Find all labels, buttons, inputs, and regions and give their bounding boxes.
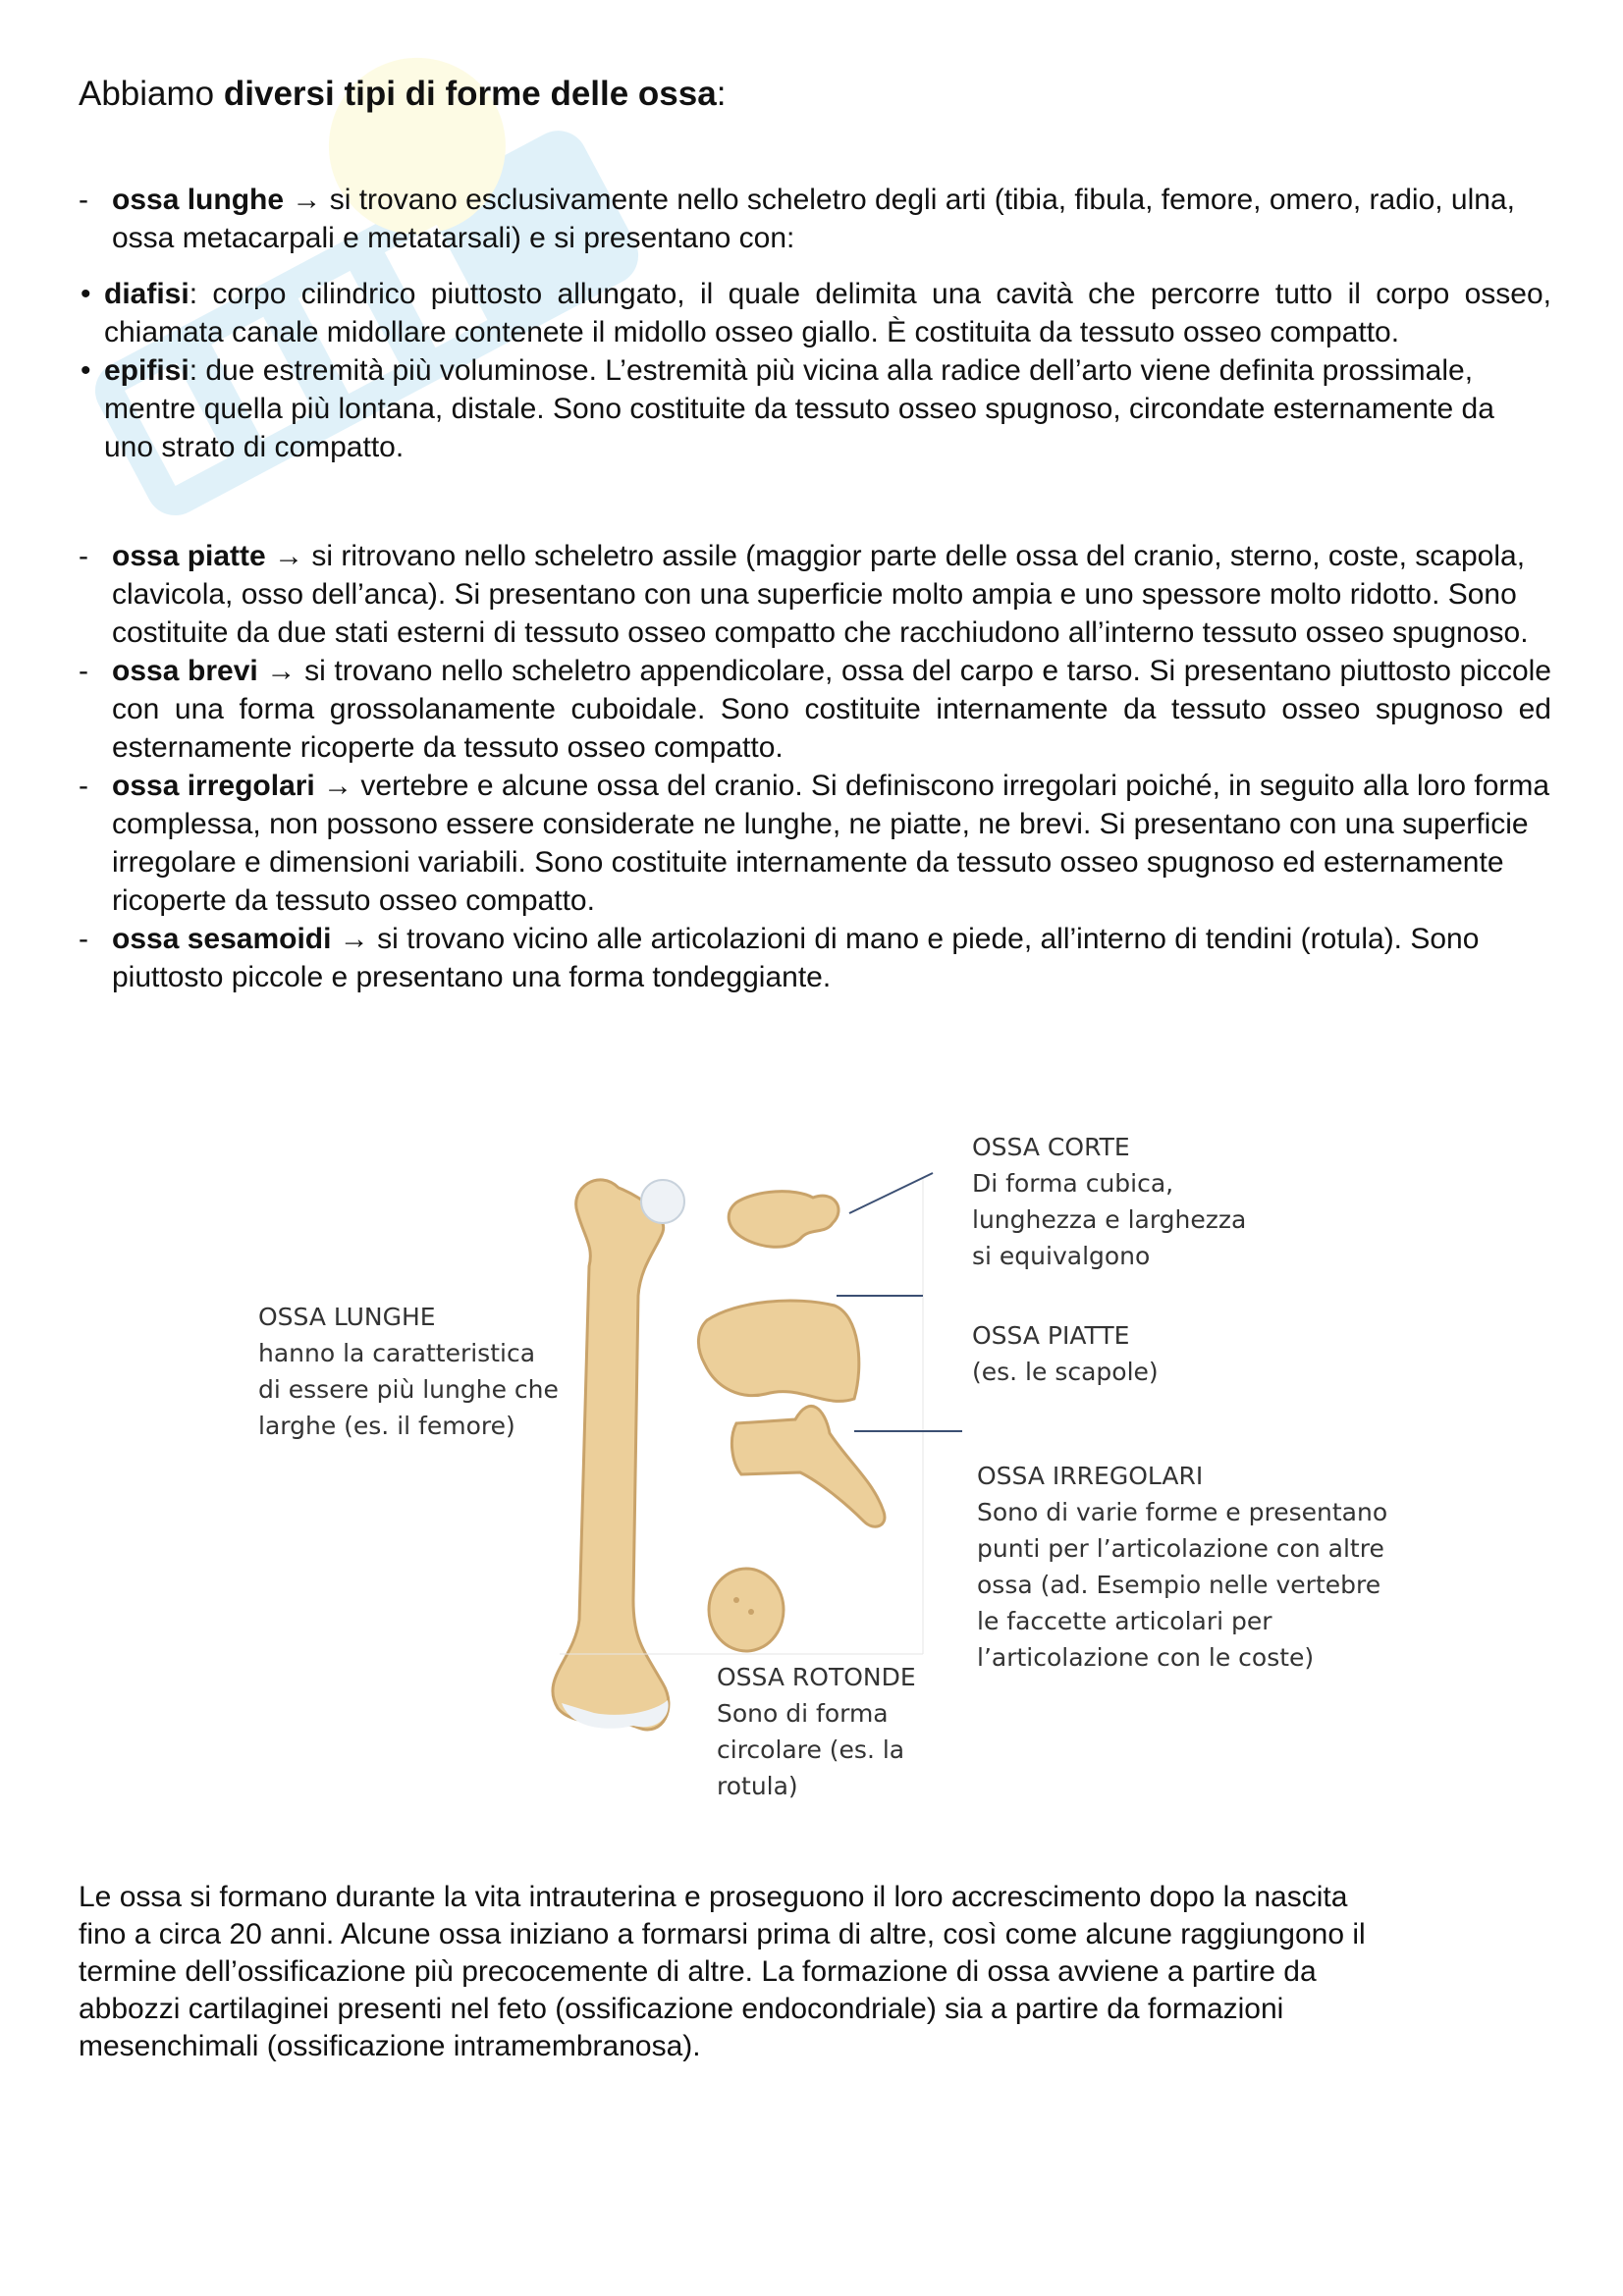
long-bones-text: → si trovano esclusivamente nello scheletro degli arti (tibia, fibula, femore, omero, radio, ulna, ossa metacarpali e metatarsali) e si presentano con: bbox=[112, 184, 1515, 254]
type-term: ossa brevi bbox=[112, 655, 258, 687]
type-text: → vertebre e alcune ossa del cranio. Si definiscono irregolari poiché, in seguito alla loro forma complessa, non possono essere considerate ne lunghe, ne piatte, ne brevi. Si presentano con una superficie irregolare e dimensioni variabili. Sono costituite internamente da tessuto osseo spugnoso ed esternamente ricoperte da tessuto osseo compatto. bbox=[112, 770, 1550, 917]
type-term: ossa sesamoidi bbox=[112, 923, 332, 955]
type-text: → si ritrovano nello scheletro assile (maggior parte delle ossa del cranio, sterno, coste, scapola, clavicola, osso dell’anca). Si presentano con una superficie molto ampia e uno spessore molto ridotto. Sono costituite da due stati esterni di tessuto osseo compatto che racchiudono all’interno tessuto osseo spugnoso. bbox=[112, 540, 1529, 649]
sub-item-epifisi bbox=[79, 351, 1551, 466]
sub-item-term: diafisi bbox=[104, 278, 189, 310]
sub-item-text: : corpo cilindrico piuttosto allungato, il quale delimita una cavità che percorre tutto il corpo osseo, chiamata canale midollare contenete il midollo osseo giallo. È costituita da tessuto osseo compatto. bbox=[104, 278, 1551, 348]
type-term: ossa piatte bbox=[112, 540, 266, 572]
bone-types-list bbox=[79, 537, 1551, 996]
type-item-piatte bbox=[79, 537, 1551, 652]
type-text: → si trovano nello scheletro appendicolare, ossa del carpo e tarso. Si presentano piuttosto piccole con una forma grossolanamente cuboidale. Sono costituite internamente da tessuto osseo spugnoso ed esternamente ricoperte da tessuto osseo compatto. bbox=[112, 655, 1551, 764]
closing-paragraph: Le ossa si formano durante la vita intrauterina e proseguono il loro accrescimento dopo la nascita fino a circa 20 anni. Alcune ossa iniziano a formarsi prima di altre, così come alcune raggiungono il termine dell’ossificazione più precocemente di altre. La formazione di ossa avviene a partire da abbozzi cartilaginei presenti nel feto (ossificazione endocondriale) sia a partire da formazioni mesenchimali (ossificazione intramembranosa). bbox=[79, 1881, 1366, 2062]
label-body: (es. le scapole) bbox=[972, 1358, 1159, 1386]
page-title bbox=[79, 73, 726, 116]
label-body: Di forma cubica, lunghezza e larghezza si equivalgono bbox=[972, 1169, 1247, 1270]
long-bones-item bbox=[79, 181, 1551, 257]
bullet-mark: • bbox=[81, 278, 91, 310]
dash-mark: - bbox=[79, 923, 88, 955]
label-head: OSSA IRREGOLARI bbox=[977, 1462, 1204, 1490]
type-item-brevi bbox=[79, 652, 1551, 767]
label-head: OSSA LUNGHE bbox=[258, 1303, 436, 1331]
sub-item-diafisi bbox=[79, 275, 1551, 351]
sub-items-list bbox=[79, 275, 1551, 466]
label-ossa-rotonde bbox=[717, 1659, 916, 1804]
label-body: Sono di forma circolare (es. la rotula) bbox=[717, 1699, 905, 1800]
sub-item-text: : due estremità più voluminose. L’estremità più vicina alla radice dell’arto viene definita prossimale, mentre quella più lontana, distale. Sono costituite da tessuto osseo spugnoso, circondate esternamente da uno strato di compatto. bbox=[104, 354, 1494, 463]
type-item-irregolari bbox=[79, 767, 1551, 920]
title-prefix: Abbiamo bbox=[79, 75, 224, 113]
label-head: OSSA CORTE bbox=[972, 1133, 1130, 1161]
irregular-bone-drawing bbox=[731, 1406, 885, 1526]
label-ossa-lunghe bbox=[258, 1299, 559, 1444]
femur-drawing bbox=[553, 1180, 684, 1730]
type-item-sesamoidi bbox=[79, 920, 1551, 996]
dash-mark: - bbox=[79, 540, 88, 572]
dash-mark: - bbox=[79, 770, 88, 802]
dash-mark: - bbox=[79, 184, 88, 216]
round-bone-drawing bbox=[709, 1569, 784, 1651]
label-head: OSSA ROTONDE bbox=[717, 1663, 916, 1691]
type-text: → si trovano vicino alle articolazioni di mano e piede, all’interno di tendini (rotula). Sono piuttosto piccole e presentano una forma tondeggiante. bbox=[112, 923, 1480, 993]
label-ossa-piatte bbox=[972, 1317, 1159, 1390]
label-body: Sono di varie forme e presentano punti per l’articolazione con altre ossa (ad. Esempio nelle vertebre le faccette articolari per l’articolazione con le coste) bbox=[977, 1498, 1388, 1672]
sub-item-term: epifisi bbox=[104, 354, 189, 387]
title-bold: diversi tipi di forme delle ossa bbox=[223, 75, 717, 113]
long-bones-term: ossa lunghe bbox=[112, 184, 285, 216]
title-suffix: : bbox=[716, 75, 727, 113]
leader-line-corte bbox=[849, 1173, 933, 1213]
flat-bone-drawing bbox=[698, 1301, 858, 1401]
short-bone-drawing bbox=[729, 1192, 839, 1248]
label-body: hanno la caratteristica di essere più lunghe che larghe (es. il femore) bbox=[258, 1339, 559, 1440]
bullet-mark: • bbox=[81, 354, 91, 387]
type-term: ossa irregolari bbox=[112, 770, 315, 802]
dash-mark: - bbox=[79, 655, 88, 687]
label-ossa-corte bbox=[972, 1129, 1246, 1274]
bone-shapes-figure bbox=[245, 1129, 1424, 1836]
label-ossa-irregolari bbox=[977, 1458, 1387, 1676]
label-head: OSSA PIATTE bbox=[972, 1321, 1130, 1350]
